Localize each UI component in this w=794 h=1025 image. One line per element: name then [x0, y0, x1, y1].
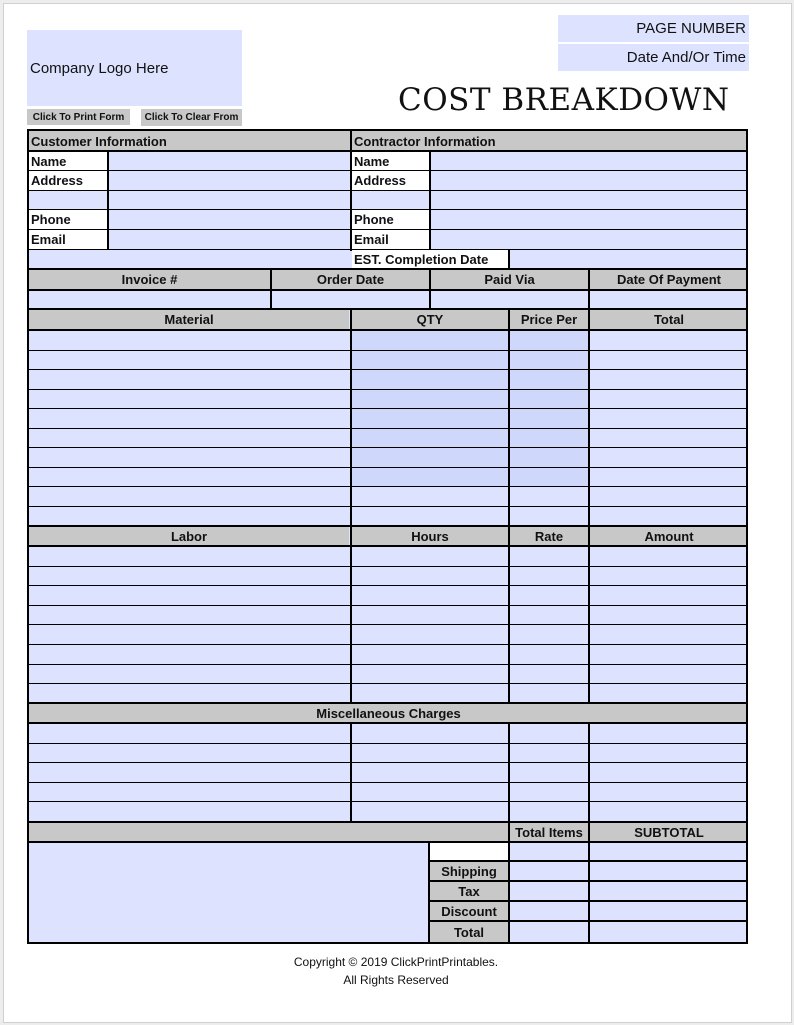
- labor-cell[interactable]: [510, 547, 588, 566]
- summary-blank-cell: [430, 843, 508, 860]
- labor-cell[interactable]: [510, 645, 588, 664]
- labor-cell[interactable]: [352, 645, 508, 664]
- copyright-text: Copyright © 2019 ClickPrintPrintables.: [293, 955, 499, 969]
- page-title: COST BREAKDOWN: [398, 82, 730, 118]
- labor-cell[interactable]: [590, 606, 748, 625]
- contractor-email-input[interactable]: [431, 230, 748, 249]
- material-cell[interactable]: [29, 487, 349, 506]
- material-row-divider: [29, 350, 748, 351]
- company-logo-text: Company Logo Here: [30, 59, 169, 77]
- material-cell[interactable]: [352, 409, 508, 428]
- tax-items-input[interactable]: [510, 882, 588, 900]
- misc-row-divider: [29, 762, 748, 763]
- date-time-text: Date And/Or Time: [626, 49, 746, 66]
- labor-cell[interactable]: [590, 586, 748, 605]
- form-table: [27, 129, 748, 944]
- material-row-divider: [29, 408, 748, 409]
- labor-cell[interactable]: [510, 606, 588, 625]
- shipping-amount-input[interactable]: [590, 862, 748, 880]
- shipping-label: Shipping: [430, 862, 508, 880]
- misc-cell[interactable]: [510, 744, 588, 763]
- material-cell[interactable]: [590, 468, 748, 487]
- misc-cell[interactable]: [352, 763, 508, 782]
- labor-cell[interactable]: [510, 567, 588, 586]
- hours-heading: Hours: [352, 527, 508, 545]
- material-cell[interactable]: [29, 507, 349, 526]
- material-cell[interactable]: [590, 370, 748, 389]
- misc-cell[interactable]: [590, 744, 748, 763]
- misc-cell[interactable]: [590, 802, 748, 821]
- labor-cell[interactable]: [590, 645, 748, 664]
- misc-cell[interactable]: [352, 802, 508, 821]
- labor-cell[interactable]: [352, 625, 508, 644]
- invoice-number-input[interactable]: [29, 291, 270, 308]
- material-cell[interactable]: [510, 390, 588, 409]
- misc-charges-heading: Miscellaneous Charges: [29, 704, 748, 722]
- labor-cell[interactable]: [510, 665, 588, 684]
- date-of-payment-heading: Date Of Payment: [590, 270, 748, 289]
- material-cell[interactable]: [29, 351, 349, 370]
- misc-cell[interactable]: [29, 744, 349, 763]
- contractor-completion-input[interactable]: [510, 250, 748, 268]
- order-date-heading: Order Date: [272, 270, 429, 289]
- misc-cell[interactable]: [510, 783, 588, 802]
- page-number-text: PAGE NUMBER: [636, 20, 746, 37]
- contractor-name-label: Name: [352, 152, 429, 170]
- material-cell[interactable]: [29, 468, 349, 487]
- summary-bar: [29, 823, 508, 841]
- misc-cell[interactable]: [352, 724, 508, 743]
- material-cell[interactable]: [590, 448, 748, 467]
- material-heading: Material: [29, 310, 349, 329]
- misc-cell[interactable]: [29, 783, 349, 802]
- misc-cell[interactable]: [510, 802, 588, 821]
- contractor-phone-input[interactable]: [431, 210, 748, 229]
- labor-heading: Labor: [29, 527, 349, 545]
- labor-cell[interactable]: [29, 586, 349, 605]
- material-cell[interactable]: [29, 409, 349, 428]
- material-cell[interactable]: [352, 390, 508, 409]
- labor-cell[interactable]: [29, 665, 349, 684]
- tax-amount-input[interactable]: [590, 882, 748, 900]
- material-cell[interactable]: [590, 429, 748, 448]
- amount-heading: Amount: [590, 527, 748, 545]
- material-cell[interactable]: [29, 331, 349, 350]
- misc-cell[interactable]: [352, 744, 508, 763]
- date-of-payment-input[interactable]: [590, 291, 748, 308]
- date-time-field[interactable]: [558, 44, 749, 71]
- total-items-final-input[interactable]: [510, 922, 588, 942]
- labor-cell[interactable]: [29, 684, 349, 703]
- material-cell[interactable]: [510, 429, 588, 448]
- customer-email-input[interactable]: [109, 230, 349, 249]
- material-cell[interactable]: [590, 507, 748, 526]
- rights-text: All Rights Reserved: [343, 973, 449, 987]
- company-logo-placeholder[interactable]: [27, 30, 242, 106]
- subtotal-heading: SUBTOTAL: [590, 823, 748, 841]
- labor-row-divider: [29, 664, 748, 665]
- contractor-completion-label: EST. Completion Date: [352, 250, 508, 268]
- material-cell[interactable]: [510, 468, 588, 487]
- labor-cell[interactable]: [590, 567, 748, 586]
- customer-info-heading: Customer Information: [29, 131, 351, 151]
- customer-phone-label: Phone: [29, 210, 107, 229]
- contractor-name-input[interactable]: [431, 152, 748, 170]
- customer-extra-row[interactable]: [29, 250, 349, 268]
- labor-cell[interactable]: [352, 606, 508, 625]
- material-cell[interactable]: [352, 448, 508, 467]
- material-cell[interactable]: [352, 351, 508, 370]
- labor-cell[interactable]: [510, 684, 588, 703]
- labor-cell[interactable]: [352, 567, 508, 586]
- shipping-items-input[interactable]: [510, 862, 588, 880]
- customer-email-label: Email: [29, 230, 107, 249]
- customer-name-label: Name: [29, 152, 107, 170]
- labor-cell[interactable]: [590, 665, 748, 684]
- total-items-heading: Total Items: [510, 823, 588, 841]
- labor-cell[interactable]: [29, 547, 349, 566]
- invoice-number-heading: Invoice #: [29, 270, 270, 289]
- customer-phone-input[interactable]: [109, 210, 349, 229]
- misc-cell[interactable]: [510, 724, 588, 743]
- labor-row-divider: [29, 605, 748, 606]
- material-row-divider: [29, 486, 748, 487]
- notes-area[interactable]: [29, 843, 428, 944]
- subtotal-input[interactable]: [590, 843, 748, 860]
- total-items-input[interactable]: [510, 843, 588, 860]
- labor-row-divider: [29, 644, 748, 645]
- labor-cell[interactable]: [590, 684, 748, 703]
- labor-cell[interactable]: [29, 625, 349, 644]
- misc-cell[interactable]: [29, 802, 349, 821]
- material-cell[interactable]: [352, 331, 508, 350]
- contractor-phone-label: Phone: [352, 210, 429, 229]
- labor-cell[interactable]: [590, 547, 748, 566]
- material-cell[interactable]: [590, 351, 748, 370]
- paid-via-heading: Paid Via: [431, 270, 588, 289]
- contractor-email-label: Email: [352, 230, 429, 249]
- order-date-input[interactable]: [272, 291, 429, 308]
- total-label: Total: [430, 922, 508, 942]
- material-cell[interactable]: [510, 331, 588, 350]
- material-cell[interactable]: [510, 370, 588, 389]
- labor-cell[interactable]: [590, 625, 748, 644]
- material-cell[interactable]: [352, 507, 508, 526]
- misc-cell[interactable]: [590, 763, 748, 782]
- misc-cell[interactable]: [29, 724, 349, 743]
- misc-cell[interactable]: [510, 763, 588, 782]
- labor-cell[interactable]: [29, 645, 349, 664]
- material-cell[interactable]: [29, 390, 349, 409]
- misc-cell[interactable]: [590, 724, 748, 743]
- labor-row-divider: [29, 585, 748, 586]
- page-number-field[interactable]: [558, 15, 749, 42]
- labor-cell[interactable]: [510, 625, 588, 644]
- labor-cell[interactable]: [352, 586, 508, 605]
- material-cell[interactable]: [510, 351, 588, 370]
- material-cell[interactable]: [590, 409, 748, 428]
- material-cell[interactable]: [29, 448, 349, 467]
- material-cell[interactable]: [352, 487, 508, 506]
- labor-row-divider: [29, 624, 748, 625]
- material-cell[interactable]: [29, 370, 349, 389]
- misc-row-divider: [29, 743, 748, 744]
- customer-address-label: Address: [29, 171, 107, 190]
- material-cell[interactable]: [510, 409, 588, 428]
- material-row-divider: [29, 467, 748, 468]
- total-amount-input[interactable]: [590, 922, 748, 942]
- misc-cell[interactable]: [352, 783, 508, 802]
- material-cell[interactable]: [510, 448, 588, 467]
- material-cell[interactable]: [590, 331, 748, 350]
- material-cell[interactable]: [352, 468, 508, 487]
- labor-cell[interactable]: [352, 547, 508, 566]
- labor-cell[interactable]: [352, 665, 508, 684]
- rate-heading: Rate: [510, 527, 588, 545]
- material-cell[interactable]: [510, 507, 588, 526]
- contractor-info-heading: Contractor Information: [352, 131, 748, 151]
- misc-row-divider: [29, 782, 748, 783]
- paid-via-input[interactable]: [431, 291, 588, 308]
- labor-cell[interactable]: [352, 684, 508, 703]
- material-cell[interactable]: [590, 390, 748, 409]
- discount-amount-input[interactable]: [590, 902, 748, 920]
- misc-cell[interactable]: [590, 783, 748, 802]
- misc-row-divider: [29, 801, 748, 802]
- discount-label: Discount: [430, 902, 508, 920]
- price-per-heading: Price Per: [510, 310, 588, 329]
- material-row-divider: [29, 506, 748, 507]
- material-cell[interactable]: [590, 487, 748, 506]
- clear-form-button[interactable]: Click To Clear From: [141, 109, 242, 126]
- material-cell[interactable]: [352, 370, 508, 389]
- labor-row-divider: [29, 566, 748, 567]
- material-cell[interactable]: [510, 487, 588, 506]
- customer-name-input[interactable]: [109, 152, 349, 170]
- labor-cell[interactable]: [510, 586, 588, 605]
- contractor-address-label: Address: [352, 171, 429, 190]
- misc-cell[interactable]: [29, 763, 349, 782]
- material-cell[interactable]: [29, 429, 349, 448]
- material-row-divider: [29, 447, 748, 448]
- material-row-divider: [29, 369, 748, 370]
- labor-cell[interactable]: [29, 606, 349, 625]
- material-row-divider: [29, 389, 748, 390]
- labor-row-divider: [29, 683, 748, 684]
- material-row-divider: [29, 428, 748, 429]
- qty-heading: QTY: [352, 310, 508, 329]
- print-form-button[interactable]: Click To Print Form: [27, 109, 130, 125]
- material-cell[interactable]: [352, 429, 508, 448]
- total-heading: Total: [590, 310, 748, 329]
- tax-label: Tax: [430, 882, 508, 900]
- labor-cell[interactable]: [29, 567, 349, 586]
- discount-items-input[interactable]: [510, 902, 588, 920]
